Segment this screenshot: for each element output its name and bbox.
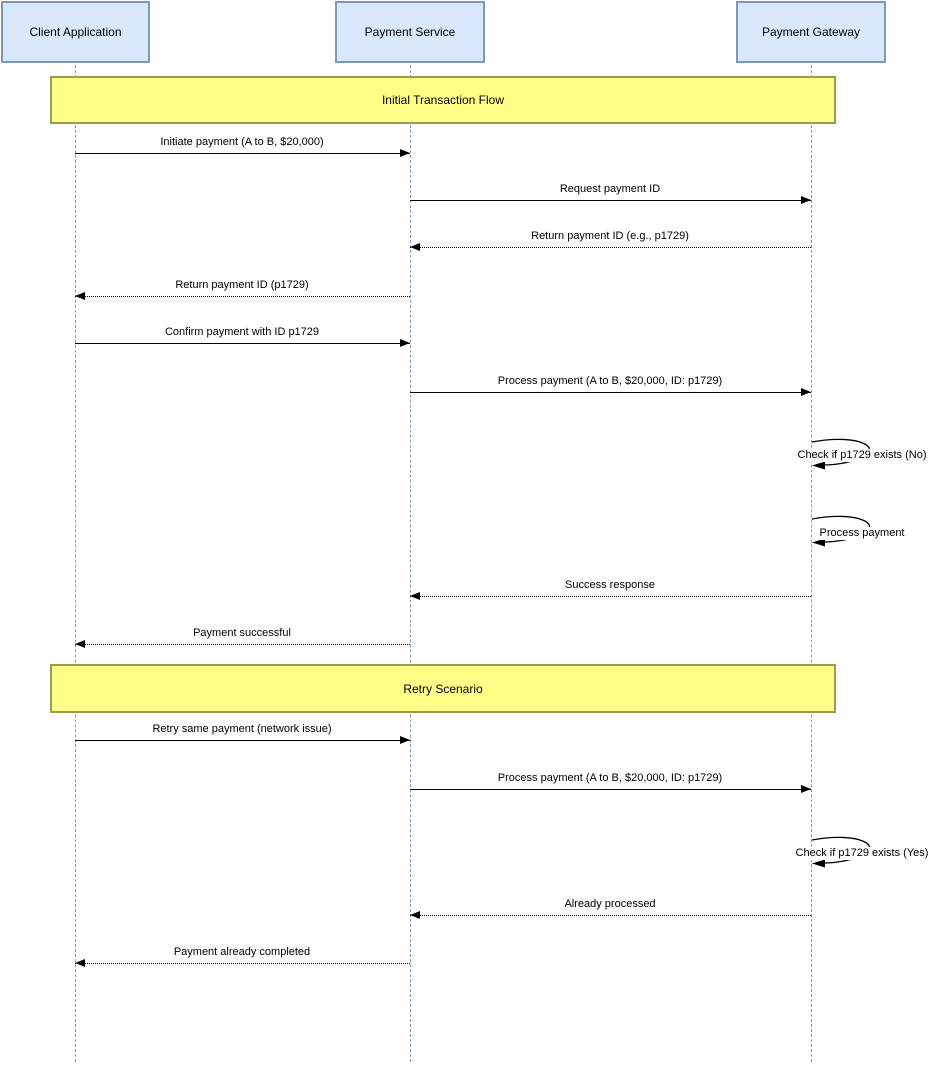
message-line xyxy=(410,392,811,393)
participant-label: Client Application xyxy=(29,25,122,39)
participant-label: Payment Service xyxy=(364,25,456,39)
message-label: Process payment (A to B, $20,000, ID: p1729) xyxy=(497,375,723,387)
arrowhead-icon xyxy=(801,196,811,204)
message-label: Initiate payment (A to B, $20,000) xyxy=(160,136,324,148)
arrowhead-icon xyxy=(801,388,811,396)
arrowhead-icon xyxy=(410,592,420,600)
participant-box-payment-gateway xyxy=(736,1,886,63)
message-label: Request payment ID xyxy=(559,183,661,195)
arrowhead-icon xyxy=(75,640,85,648)
message-label: Return payment ID (e.g., p1729) xyxy=(531,230,689,242)
arrowhead-icon xyxy=(410,243,420,251)
message-line xyxy=(75,153,410,154)
message-line xyxy=(75,343,410,344)
participant-box-client-application xyxy=(1,1,150,63)
message-label: Already processed xyxy=(564,898,656,910)
message-line xyxy=(75,740,410,741)
message-line xyxy=(75,963,410,964)
arrowhead-icon xyxy=(75,959,85,967)
section-banner-retry-scenario xyxy=(50,664,836,713)
arrowhead-icon xyxy=(410,911,420,919)
message-label: Retry same payment (network issue) xyxy=(152,723,332,735)
message-line xyxy=(410,915,811,916)
message-label: Confirm payment with ID p1729 xyxy=(164,326,320,338)
arrowhead-icon xyxy=(75,292,85,300)
participant-box-payment-service xyxy=(335,1,485,63)
section-banner-initial-transaction-flow xyxy=(50,76,836,124)
message-label: Process payment xyxy=(819,527,905,539)
message-label: Success response xyxy=(565,579,655,591)
message-line xyxy=(410,789,811,790)
message-line xyxy=(410,200,811,201)
message-line xyxy=(75,296,410,297)
message-label: Check if p1729 exists (Yes) xyxy=(795,847,929,859)
section-title: Retry Scenario xyxy=(403,681,483,696)
message-label: Return payment ID (p1729) xyxy=(175,279,309,291)
participant-label: Payment Gateway xyxy=(761,25,861,39)
message-line xyxy=(410,247,811,248)
arrowhead-icon xyxy=(400,149,410,157)
lifeline-payment-gateway xyxy=(811,65,812,1062)
lifeline-client-application xyxy=(75,65,76,1062)
arrowhead-icon xyxy=(400,736,410,744)
message-label: Check if p1729 exists (No) xyxy=(797,449,927,461)
message-label: Payment successful xyxy=(193,627,291,639)
message-line xyxy=(75,644,410,645)
message-line xyxy=(410,596,811,597)
section-title: Initial Transaction Flow xyxy=(381,93,505,107)
message-label: Process payment (A to B, $20,000, ID: p1729) xyxy=(497,772,723,784)
arrowhead-icon xyxy=(801,785,811,793)
message-label: Payment already completed xyxy=(173,946,311,958)
arrowhead-icon xyxy=(400,339,410,347)
